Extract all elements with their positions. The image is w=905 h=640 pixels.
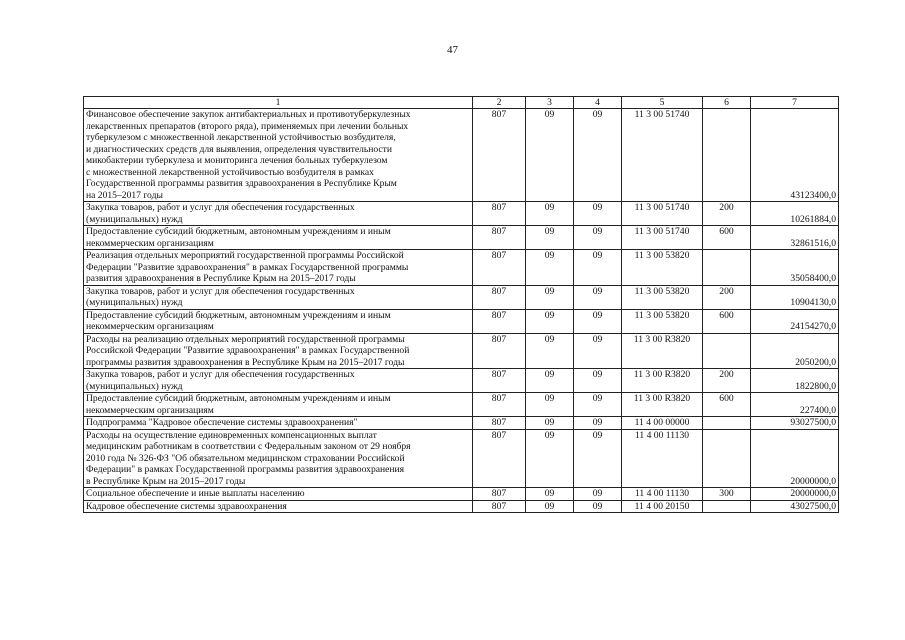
row-c5: 11 3 00 R3820 (622, 333, 703, 369)
row-c3: 09 (526, 109, 574, 202)
table-row (84, 417, 839, 430)
row-c2: 807 (473, 393, 526, 417)
table-header-row (84, 97, 839, 109)
row-name (84, 285, 473, 309)
row-name (84, 393, 473, 417)
row-amount: 2050200,0 (751, 333, 839, 369)
row-c5: 11 4 00 00000 (622, 417, 703, 430)
row-name-line: на 2015–2017 годы (86, 189, 163, 201)
row-name-line: программы развития здравоохранения в Республике Крым на 2015–2017 годы (86, 356, 405, 368)
row-c6 (703, 429, 751, 488)
table-row (84, 500, 839, 513)
table-row (84, 393, 839, 417)
row-c2: 807 (473, 488, 526, 501)
row-c6: 600 (703, 226, 751, 250)
row-name-line: Реализация отдельных мероприятий государственной программы Российской (86, 250, 404, 261)
table-row (84, 309, 839, 333)
row-c2: 807 (473, 429, 526, 488)
table-row (84, 488, 839, 501)
row-amount: 10904130,0 (751, 285, 839, 309)
row-amount: 20000000,0 (751, 488, 839, 501)
row-c4: 09 (574, 393, 622, 417)
page-number: 47 (447, 44, 458, 56)
row-name (84, 333, 473, 369)
header-col-3: 3 (526, 97, 574, 109)
row-amount: 43027500,0 (751, 500, 839, 513)
row-c6: 200 (703, 285, 751, 309)
row-c2: 807 (473, 109, 526, 202)
table-row (84, 250, 839, 286)
row-name-line: Расходы на осуществление единовременных компенсационных выплат (86, 429, 377, 441)
row-c6 (703, 250, 751, 286)
row-c3: 09 (526, 309, 574, 333)
row-c6: 200 (703, 202, 751, 226)
header-col-5: 5 (622, 97, 703, 109)
row-name (84, 226, 473, 250)
row-amount: 93027500,0 (751, 417, 839, 430)
table-row (84, 429, 839, 488)
row-name (84, 488, 473, 501)
row-name-line: (муниципальных) нужд (86, 297, 183, 308)
row-c2: 807 (473, 285, 526, 309)
row-c2: 807 (473, 309, 526, 333)
row-c6: 600 (703, 393, 751, 417)
row-c4: 09 (574, 285, 622, 309)
row-c4: 09 (574, 226, 622, 250)
row-c4: 09 (574, 429, 622, 488)
row-amount: 35058400,0 (751, 250, 839, 286)
row-name-line: (муниципальных) нужд (86, 380, 183, 392)
row-name-line: Предоставление субсидий бюджетным, автономным учреждениям и иным (86, 309, 391, 321)
row-name-line: Федерации "Развитие здравоохранения" в рамках Государственной программы (86, 261, 409, 273)
row-name-line: Предоставление субсидий бюджетным, автономным учреждениям и иным (86, 393, 391, 404)
table-row (84, 226, 839, 250)
row-c4: 09 (574, 109, 622, 202)
row-c3: 09 (526, 369, 574, 393)
row-c3: 09 (526, 250, 574, 286)
row-c3: 09 (526, 393, 574, 417)
row-c5: 11 3 00 51740 (622, 226, 703, 250)
row-name-line: Закупка товаров, работ и услуг для обеспечения государственных (86, 202, 355, 213)
header-col-2: 2 (473, 97, 526, 109)
row-name-line: Закупка товаров, работ и услуг для обеспечения государственных (86, 285, 355, 297)
row-name-line: Финансовое обеспечение закупок антибактериальных и противотуберкулезных (86, 109, 411, 120)
row-amount: 20000000,0 (751, 429, 839, 488)
row-name-line: Подпрограмма "Кадровое обеспечение системы здравоохранения" (86, 417, 358, 428)
row-amount: 10261884,0 (751, 202, 839, 226)
row-amount: 227400,0 (751, 393, 839, 417)
row-name (84, 250, 473, 286)
row-name-line: 2010 года № 326-ФЗ "Об обязательном медицинском страховании Российской (86, 452, 405, 464)
row-c6 (703, 109, 751, 202)
table-row (84, 285, 839, 309)
row-c4: 09 (574, 250, 622, 286)
table-row (84, 109, 839, 202)
row-c5: 11 3 00 51740 (622, 109, 703, 202)
row-name-line: развития здравоохранения в Республике Крым на 2015–2017 годы (86, 273, 356, 284)
row-c6: 300 (703, 488, 751, 501)
row-name (84, 500, 473, 513)
row-name (84, 109, 473, 202)
row-c6 (703, 417, 751, 430)
row-c6: 600 (703, 309, 751, 333)
row-c5: 11 3 00 53820 (622, 250, 703, 286)
row-c2: 807 (473, 226, 526, 250)
row-c3: 09 (526, 500, 574, 513)
row-c2: 807 (473, 202, 526, 226)
row-c3: 09 (526, 333, 574, 369)
row-c5: 11 3 00 R3820 (622, 369, 703, 393)
row-name (84, 202, 473, 226)
row-name-line: некоммерческим организациям (86, 237, 214, 249)
row-c2: 807 (473, 500, 526, 513)
row-c6 (703, 333, 751, 369)
row-name-line: (муниципальных) нужд (86, 213, 183, 225)
row-c4: 09 (574, 333, 622, 369)
table-row (84, 202, 839, 226)
row-name-line: микобактерии туберкулеза и мониторинга лечения больных туберкулезом (86, 155, 388, 166)
row-name-line: некоммерческим организациям (86, 321, 214, 332)
row-c5: 11 3 00 51740 (622, 202, 703, 226)
row-name (84, 369, 473, 393)
row-c3: 09 (526, 429, 574, 488)
row-name-line: Государственной программы развития здравоохранения в Республике Крым (86, 178, 397, 189)
row-c4: 09 (574, 202, 622, 226)
header-col-7: 7 (751, 97, 839, 109)
row-c3: 09 (526, 226, 574, 250)
header-col-4: 4 (574, 97, 622, 109)
header-col-1: 1 (84, 97, 473, 109)
row-amount: 43123400,0 (751, 109, 839, 202)
row-name-line: Кадровое обеспечение системы здравоохранения (86, 500, 287, 512)
row-c4: 09 (574, 500, 622, 513)
row-c5: 11 3 00 R3820 (622, 393, 703, 417)
row-name (84, 417, 473, 430)
row-name-line: некоммерческим организациям (86, 404, 214, 416)
row-c5: 11 4 00 20150 (622, 500, 703, 513)
row-c5: 11 3 00 53820 (622, 285, 703, 309)
row-c6: 200 (703, 369, 751, 393)
row-c4: 09 (574, 488, 622, 501)
row-name-line: и диагностических средств для выявления, определения чувствительности (86, 143, 393, 155)
table-row (84, 333, 839, 369)
row-c3: 09 (526, 285, 574, 309)
row-c2: 807 (473, 417, 526, 430)
row-c2: 807 (473, 250, 526, 286)
row-c5: 11 3 00 53820 (622, 309, 703, 333)
row-c4: 09 (574, 369, 622, 393)
row-amount: 1822800,0 (751, 369, 839, 393)
row-c4: 09 (574, 417, 622, 430)
row-c4: 09 (574, 309, 622, 333)
row-name-line: Социальное обеспечение и иные выплаты населению (86, 488, 305, 499)
row-name-line: с множественной лекарственной устойчивостью возбудителя в рамках (86, 166, 374, 178)
row-name-line: Закупка товаров, работ и услуг для обеспечения государственных (86, 369, 355, 380)
row-c6 (703, 500, 751, 513)
row-amount: 32861516,0 (751, 226, 839, 250)
row-c3: 09 (526, 488, 574, 501)
row-c2: 807 (473, 369, 526, 393)
row-name-line: Федерации" в рамках Государственной программы развития здравоохранения (86, 464, 405, 475)
table-row (84, 369, 839, 393)
row-name-line: Российской Федерации "Развитие здравоохранения" в рамках Государственной (86, 345, 410, 356)
row-c2: 807 (473, 333, 526, 369)
row-c5: 11 4 00 11130 (622, 488, 703, 501)
row-c3: 09 (526, 417, 574, 430)
row-name (84, 309, 473, 333)
row-name-line: туберкулезом с множественной лекарственной устойчивостью возбудителя, (86, 132, 396, 143)
row-c3: 09 (526, 202, 574, 226)
row-amount: 24154270,0 (751, 309, 839, 333)
row-name (84, 429, 473, 488)
row-name-line: в Республике Крым на 2015–2017 годы (86, 475, 246, 487)
row-name-line: Предоставление субсидий бюджетным, автономным учреждениям и иным (86, 226, 391, 237)
header-col-6: 6 (703, 97, 751, 109)
budget-table (83, 96, 839, 513)
row-name-line: Расходы на реализацию отдельных мероприятий государственной программы (86, 333, 405, 345)
row-name-line: лекарственных препаратов (второго ряда), применяемых при лечении больных (86, 120, 409, 132)
row-name-line: медицинским работникам в соответствии с Федеральным законом от 29 ноября (86, 441, 411, 452)
row-c5: 11 4 00 11130 (622, 429, 703, 488)
